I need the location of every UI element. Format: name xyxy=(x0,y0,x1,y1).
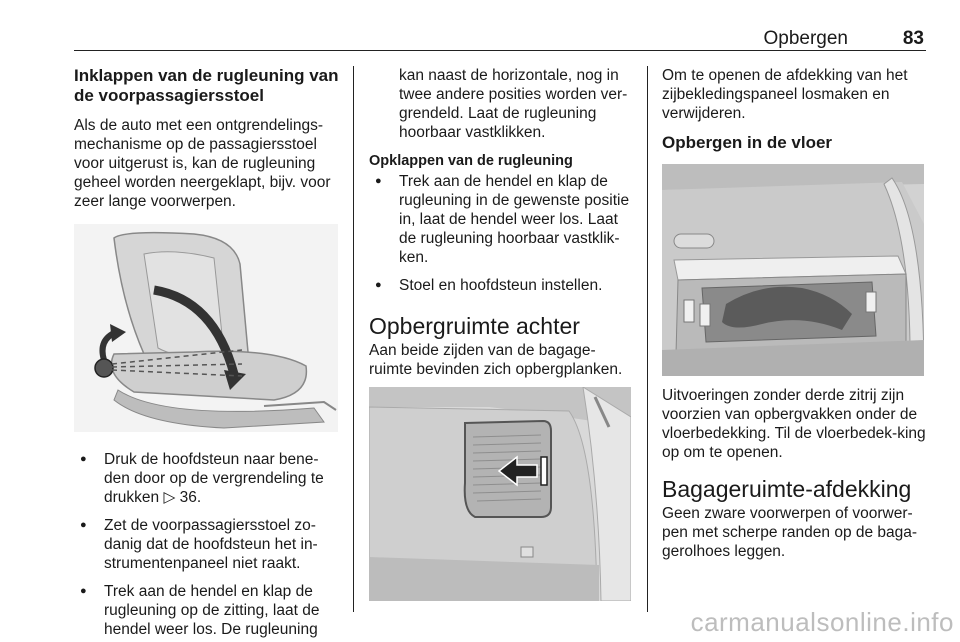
load-cover-text: Geen zware voorwerpen of voorwer-pen met scherpe randen op de baga-gerolhoes leggen. xyxy=(662,505,918,560)
seat-fold-illustration xyxy=(74,224,338,432)
seat-fold-continuation: kan naast de horizontale, nog in twee andere posities worden ver-grendeld. Laat de rugleuning hoorbaar vastklikken. xyxy=(399,67,628,141)
watermark: carmanualsonline.info xyxy=(690,607,954,637)
floor-storage-illustration xyxy=(662,164,924,376)
seat-fold-steps xyxy=(74,450,342,639)
list-item: ● Stoel en hoofdsteun instellen. xyxy=(369,276,637,295)
column-1 xyxy=(74,66,342,639)
page-title: Opbergen xyxy=(763,28,848,49)
section-heading-load-cover: Bagageruimte-afdekking xyxy=(662,476,912,502)
page-number: 83 xyxy=(902,28,924,49)
section-heading-rear-storage: Opbergruimte achter xyxy=(369,313,580,339)
column-2 xyxy=(369,66,637,601)
column-divider-2 xyxy=(647,66,648,612)
list-item: ● Trek aan de hendel en klap de rugleuning op de zitting, laat de hendel weer los. De rugleuning xyxy=(74,582,342,639)
sub-heading-unfold: Opklappen van de rugleuning xyxy=(369,153,573,169)
section-heading-seat-fold: Inklappen van de rugleuning van de voorpassagiersstoel xyxy=(74,66,339,105)
list-item: ● Druk de hoofdsteun naar bene-den door op de vergrendeling te drukken ▷ 36. xyxy=(74,450,342,507)
seat-fold-intro: Als de auto met een ontgrendelings-mechanisme op de passagiersstoel voor uitgerust is, kan de rugleuning geheel worden neergeklapt, bijv. voor zeer lange voorwerpen. xyxy=(74,117,331,210)
rear-storage-illustration xyxy=(369,387,631,601)
column-3 xyxy=(662,66,930,561)
unfold-steps xyxy=(369,172,637,295)
page-header xyxy=(74,26,926,51)
column-divider-1 xyxy=(353,66,354,612)
rear-storage-text: Aan beide zijden van de bagage-ruimte bevinden zich opbergplanken. xyxy=(369,342,623,378)
floor-storage-text: Uitvoeringen zonder derde zitrij zijn voorzien van opbergvakken onder de vloerbedekking. Til de vloerbedek-king op om te openen. xyxy=(662,387,926,461)
list-item: ● Trek aan de hendel en klap de rugleuning in de gewenste positie in, laat de hendel weer los. Laat de rugleuning hoorbaar vastklik-ken. xyxy=(369,172,637,267)
side-panel-text: Om te openen de afdekking van het zijbekledingspaneel losmaken en verwijderen. xyxy=(662,67,908,122)
list-item: ● Zet de voorpassagiersstoel zo-danig dat de hoofdsteun het in-strumentenpaneel niet raakt. xyxy=(74,516,342,573)
section-heading-floor-storage: Opbergen in de vloer xyxy=(662,133,833,152)
